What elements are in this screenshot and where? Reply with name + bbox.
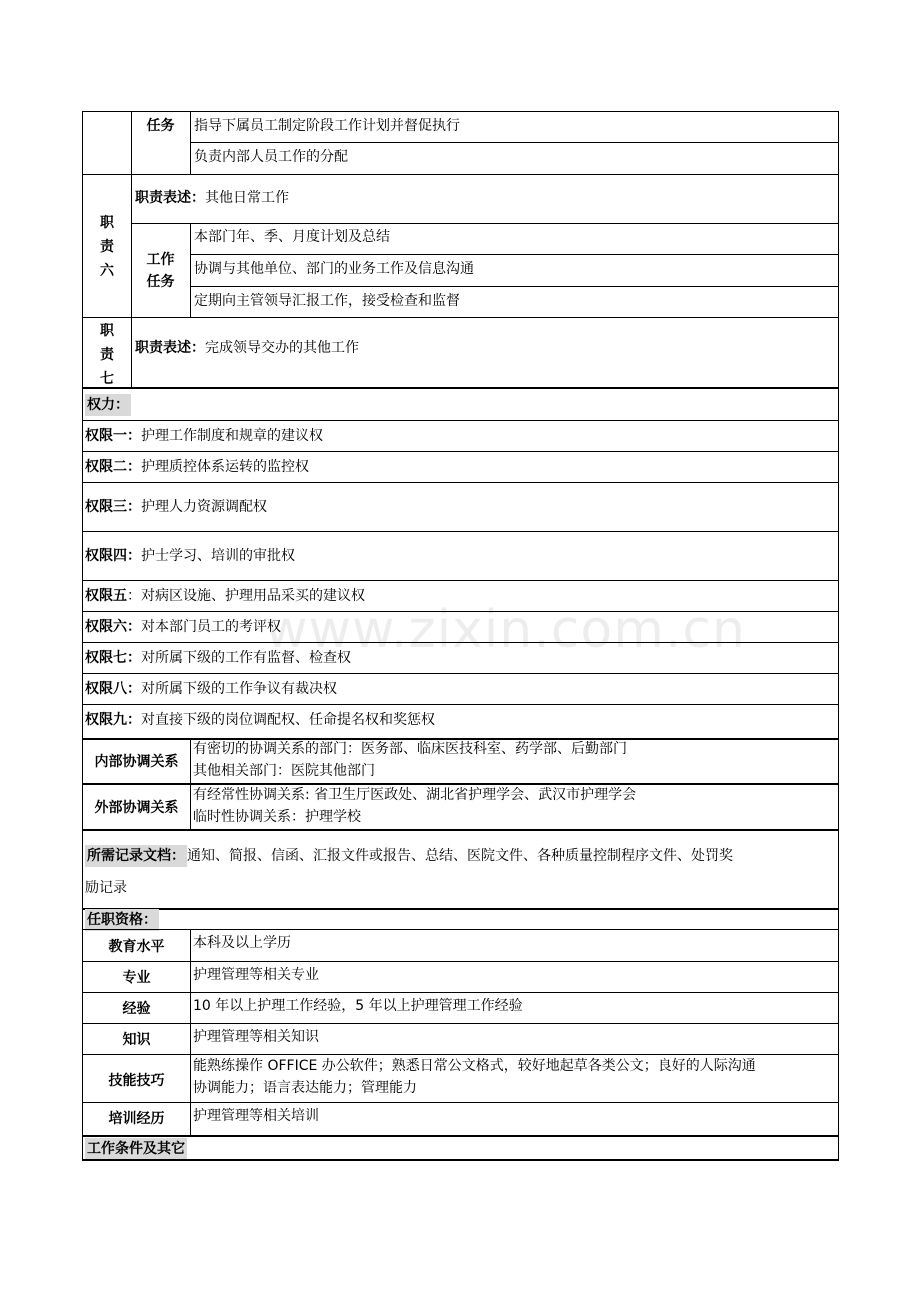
records-section [82,829,839,908]
work-task-label: 工作 [146,252,175,268]
internal-relations-line: 其他相关部门：医院其他部门 [193,763,375,779]
watermark: www.zixin.com.cn [265,600,746,660]
qualification-value: 协调能力；语言表达能力；管理能力 [193,1080,417,1096]
job-description-document [82,111,839,1161]
records-label: 所需记录文档： [85,845,187,867]
qualification-label: 培训经历 [108,1111,165,1127]
power-item: 权限六：对本部门员工的考评权 [85,619,281,635]
qualifications-section [82,908,839,1135]
qualification-value: 10 年以上护理工作经验，5 年以上护理管理工作经验 [193,998,523,1014]
external-relations-line: 临时性协调关系：护理学校 [193,809,361,825]
records-text: 通知、简报、信函、汇报文件或报告、总结、医院文件、各种质量控制程序文件、处罚奖 [187,848,733,864]
duty-continued-section [82,111,839,174]
description-text: 其他日常工作 [205,190,289,206]
task-item: 协调与其他单位、部门的业务工作及信息沟通 [194,261,474,277]
power-item: 权限三：护理人力资源调配权 [85,499,267,515]
duty-seven-description [135,337,359,359]
external-relations-label: 外部协调关系 [94,800,179,816]
qualification-label: 经验 [122,1001,151,1017]
power-item: 权限五：对病区设施、护理用品采买的建议权 [85,588,365,604]
qualification-label: 专业 [122,970,151,986]
power-item: 权限二：护理质控体系运转的监控权 [85,459,309,475]
power-item: 权限七：对所属下级的工作有监督、检查权 [85,650,351,666]
description-label: 职责表述： [135,340,205,356]
power-item: 权限一：护理工作制度和规章的建议权 [85,428,323,444]
description-text: 完成领导交办的其他工作 [205,340,359,356]
qualification-value: 能熟练操作 OFFICE 办公软件；熟悉日常公文格式，较好地起草各类公文；良好的人际沟通 [193,1058,756,1074]
duty-six-section [82,174,839,317]
duty-six-label-char: 责 [100,239,114,255]
qualification-value: 本科及以上学历 [193,935,291,951]
qualification-value: 护理管理等相关知识 [193,1029,319,1045]
duty-six-label-char: 职 [100,215,114,231]
work-task-label: 任务 [146,274,175,290]
qualifications-heading: 任职资格： [85,909,159,931]
task-item: 定期向主管领导汇报工作，接受检查和监督 [194,293,460,309]
powers-heading: 权力： [85,394,131,416]
powers-section [82,387,839,738]
duty-seven-label-char: 职 [100,323,114,339]
work-conditions-heading: 工作条件及其它 [85,1138,187,1160]
task-item: 负责内部人员工作的分配 [194,149,348,165]
qualification-value: 护理管理等相关专业 [193,967,319,983]
relations-section [82,738,839,829]
duty-six-description [135,187,289,209]
internal-relations-label: 内部协调关系 [94,754,179,770]
task-label: 任务 [146,118,175,134]
records-line: 励记录 [85,880,127,896]
duty-six-label-char: 六 [100,263,114,279]
task-item: 指导下属员工制定阶段工作计划并督促执行 [194,118,460,134]
duty-seven-section [82,317,839,387]
records-line [85,845,733,867]
qualification-label: 知识 [122,1032,151,1048]
qualification-label: 教育水平 [108,939,165,955]
work-conditions-section [82,1135,839,1161]
description-label: 职责表述： [135,190,205,206]
duty-seven-label-char: 七 [100,371,114,387]
internal-relations-line: 有密切的协调关系的部门：医务部、临床医技科室、药学部、后勤部门 [193,741,627,757]
qualification-value: 护理管理等相关培训 [193,1108,319,1124]
power-item: 权限九：对直接下级的岗位调配权、任命提名权和奖惩权 [85,712,435,728]
power-item: 权限八：对所属下级的工作争议有裁决权 [85,681,337,697]
duty-seven-label-char: 责 [100,347,114,363]
external-relations-line: 有经常性协调关系: 省卫生厅医政处、湖北省护理学会、武汉市护理学会 [193,787,637,803]
task-item: 本部门年、季、月度计划及总结 [194,229,390,245]
power-item: 权限四：护士学习、培训的审批权 [85,548,295,564]
qualification-label: 技能技巧 [108,1073,165,1089]
